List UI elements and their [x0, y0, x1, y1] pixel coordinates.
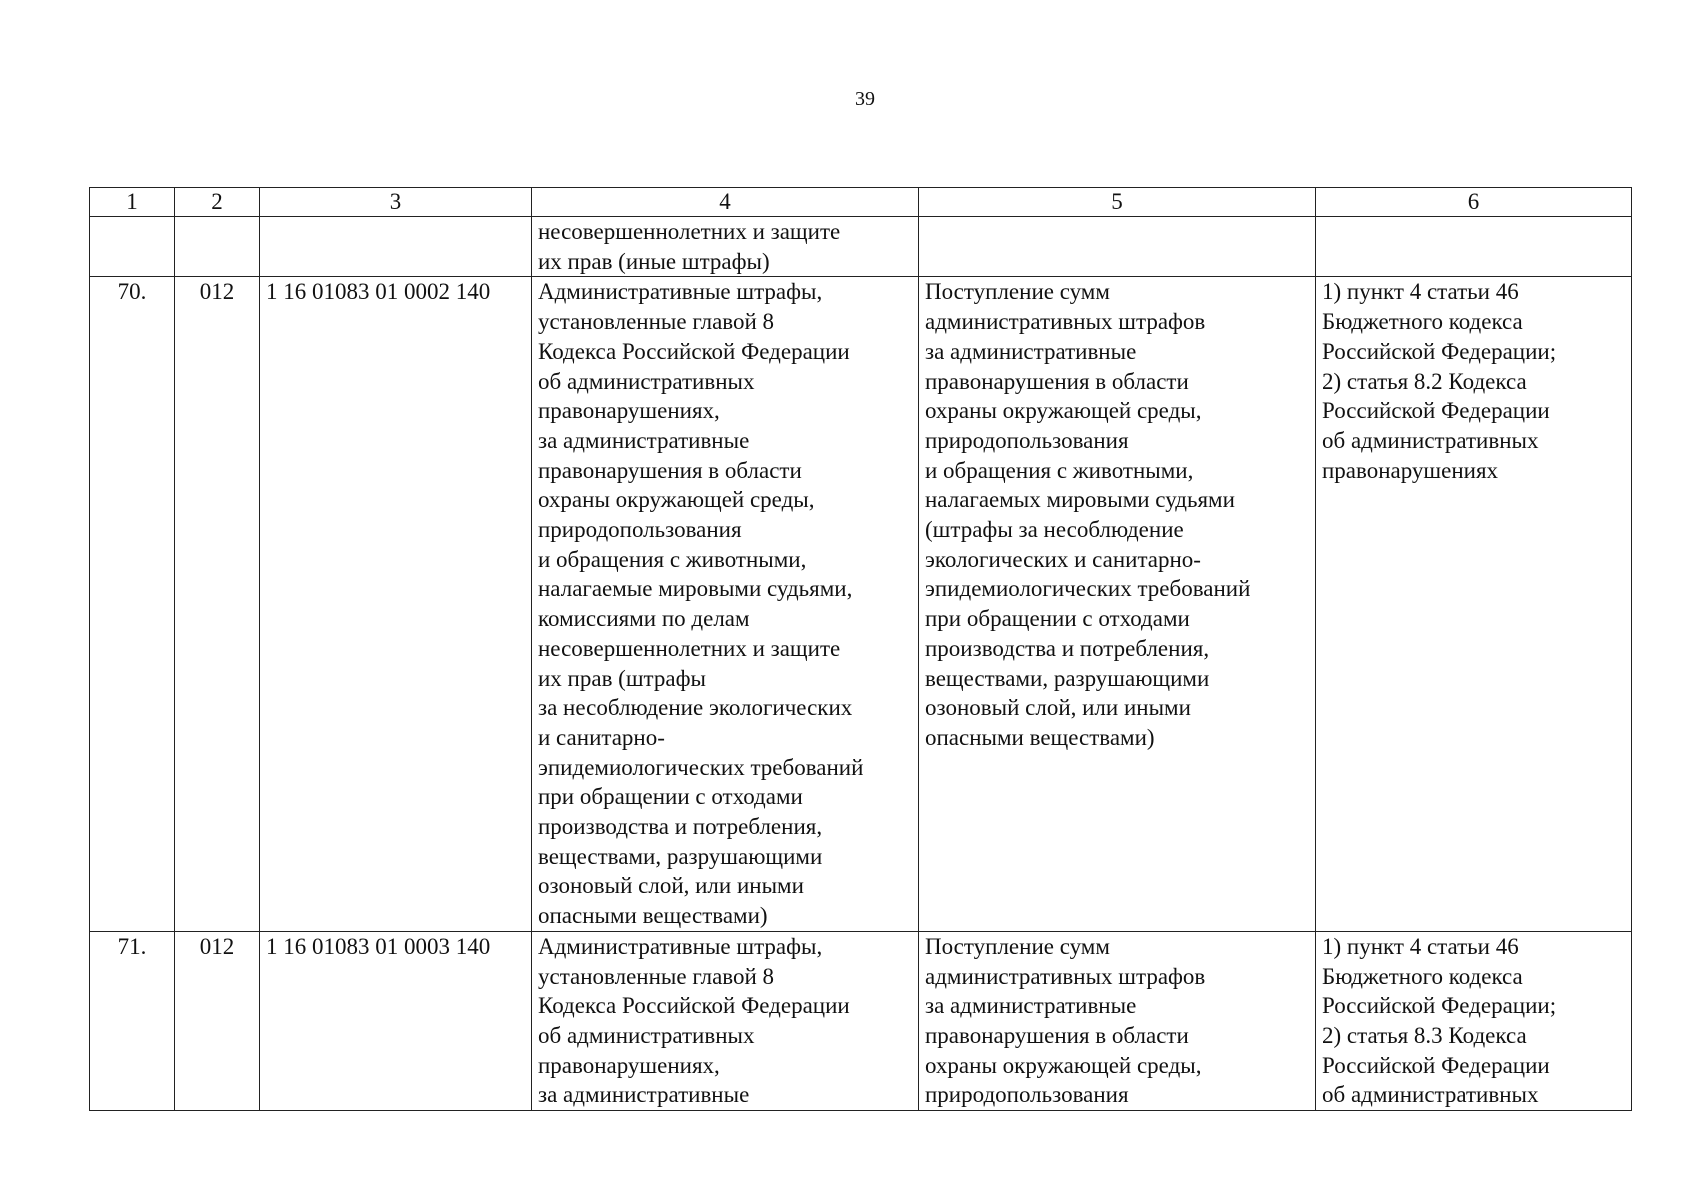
table-header-row	[90, 188, 1632, 217]
cell-line: производства и потребления,	[538, 814, 823, 840]
cell-line: правонарушениях,	[538, 398, 720, 424]
cell-line: при обращении с отходами	[538, 784, 803, 810]
income-name	[532, 277, 919, 931]
cell-line: 2) статья 8.2 Кодекса	[1322, 368, 1527, 394]
cell-line: установленные главой 8	[538, 309, 775, 335]
cell-line: Бюджетного кодекса	[1322, 963, 1523, 989]
row-number	[90, 217, 175, 277]
cell-line: экологических и санитарно-	[925, 546, 1201, 572]
column-header: 6	[1316, 188, 1632, 217]
table-row	[90, 931, 1632, 1110]
cell-line: веществами, разрушающими	[925, 665, 1210, 691]
cell-line: эпидемиологических требований	[925, 576, 1251, 602]
row-number: 71.	[90, 931, 175, 1110]
cell-line: Российской Федерации;	[1322, 993, 1557, 1019]
cell-line: несовершеннолетних и защите	[538, 219, 841, 244]
admin-code: 012	[175, 931, 260, 1110]
cell-line: озоновый слой, или иными	[925, 695, 1191, 721]
cell-line: правонарушения в области	[925, 1022, 1189, 1048]
cell-line: веществами, разрушающими	[538, 843, 823, 869]
legal-basis	[1316, 931, 1632, 1110]
table-row	[90, 217, 1632, 277]
legal-basis	[1316, 277, 1632, 931]
cell-line: за несоблюдение экологических	[538, 695, 853, 721]
budget-classification-code: 1 16 01083 01 0002 140	[260, 277, 532, 931]
cell-line: природопользования	[925, 427, 1129, 453]
cell-line: Кодекса Российской Федерации	[538, 338, 850, 364]
cell-line: Российской Федерации;	[1322, 338, 1557, 364]
income-description	[919, 217, 1316, 277]
income-name	[532, 217, 919, 277]
row-number: 70.	[90, 277, 175, 931]
cell-line: и санитарно-	[538, 724, 665, 750]
cell-line: природопользования	[538, 517, 742, 543]
column-header: 5	[919, 188, 1316, 217]
cell-line: установленные главой 8	[538, 963, 775, 989]
cell-line: несовершеннолетних и защите	[538, 635, 841, 661]
cell-line: (штрафы за несоблюдение	[925, 517, 1184, 543]
cell-line: об административных	[538, 1022, 755, 1048]
cell-line: 2) статья 8.3 Кодекса	[1322, 1022, 1527, 1048]
cell-line: за административные	[538, 1082, 750, 1108]
column-header: 3	[260, 188, 532, 217]
cell-line: за административные	[925, 338, 1137, 364]
cell-line: правонарушениях	[1322, 457, 1499, 483]
cell-line: административных штрафов	[925, 309, 1206, 335]
cell-line: об административных	[538, 368, 755, 394]
cell-line: налагаемых мировыми судьями	[925, 487, 1235, 513]
income-name	[532, 931, 919, 1110]
income-description	[919, 931, 1316, 1110]
cell-line: Бюджетного кодекса	[1322, 309, 1523, 335]
cell-line: природопользования	[925, 1082, 1129, 1108]
column-header: 1	[90, 188, 175, 217]
admin-code: 012	[175, 277, 260, 931]
cell-line: налагаемые мировыми судьями,	[538, 576, 853, 602]
cell-line: правонарушения в области	[538, 457, 802, 483]
cell-line: правонарушения в области	[925, 368, 1189, 394]
admin-code	[175, 217, 260, 277]
legal-basis	[1316, 217, 1632, 277]
cell-line: об административных	[1322, 427, 1539, 453]
cell-line: их прав (иные штрафы)	[538, 248, 770, 274]
column-header: 4	[532, 188, 919, 217]
cell-line: административных штрафов	[925, 963, 1206, 989]
cell-line: Российской Федерации	[1322, 1052, 1550, 1078]
cell-line: охраны окружающей среды,	[925, 398, 1202, 424]
cell-line: об административных	[1322, 1082, 1539, 1108]
cell-line: их прав (штрафы	[538, 665, 706, 691]
cell-line: Кодекса Российской Федерации	[538, 993, 850, 1019]
budget-classification-code	[260, 217, 532, 277]
regulation-table	[89, 187, 1632, 1111]
cell-line: и обращения с животными,	[925, 457, 1194, 483]
table-row	[90, 277, 1632, 931]
cell-line: Российской Федерации	[1322, 398, 1550, 424]
cell-line: комиссиями по делам	[538, 606, 750, 632]
cell-line: Административные штрафы,	[538, 933, 823, 959]
cell-line: производства и потребления,	[925, 635, 1210, 661]
cell-line: Административные штрафы,	[538, 279, 823, 305]
cell-line: и обращения с животными,	[538, 546, 807, 572]
cell-line: Поступление сумм	[925, 933, 1110, 959]
cell-line: опасными веществами)	[925, 724, 1155, 750]
cell-line: 1) пункт 4 статьи 46	[1322, 279, 1519, 305]
cell-line: эпидемиологических требований	[538, 754, 864, 780]
cell-line: при обращении с отходами	[925, 606, 1190, 632]
cell-line: охраны окружающей среды,	[925, 1052, 1202, 1078]
page-number: 39	[855, 88, 875, 110]
cell-line: охраны окружающей среды,	[538, 487, 815, 513]
cell-line: правонарушениях,	[538, 1052, 720, 1078]
column-header: 2	[175, 188, 260, 217]
budget-classification-code: 1 16 01083 01 0003 140	[260, 931, 532, 1110]
cell-line: опасными веществами)	[538, 903, 768, 929]
cell-line: за административные	[538, 427, 750, 453]
income-description	[919, 277, 1316, 931]
cell-line: Поступление сумм	[925, 279, 1110, 305]
cell-line: 1) пункт 4 статьи 46	[1322, 933, 1519, 959]
cell-line: за административные	[925, 993, 1137, 1019]
cell-line: озоновый слой, или иными	[538, 873, 804, 899]
